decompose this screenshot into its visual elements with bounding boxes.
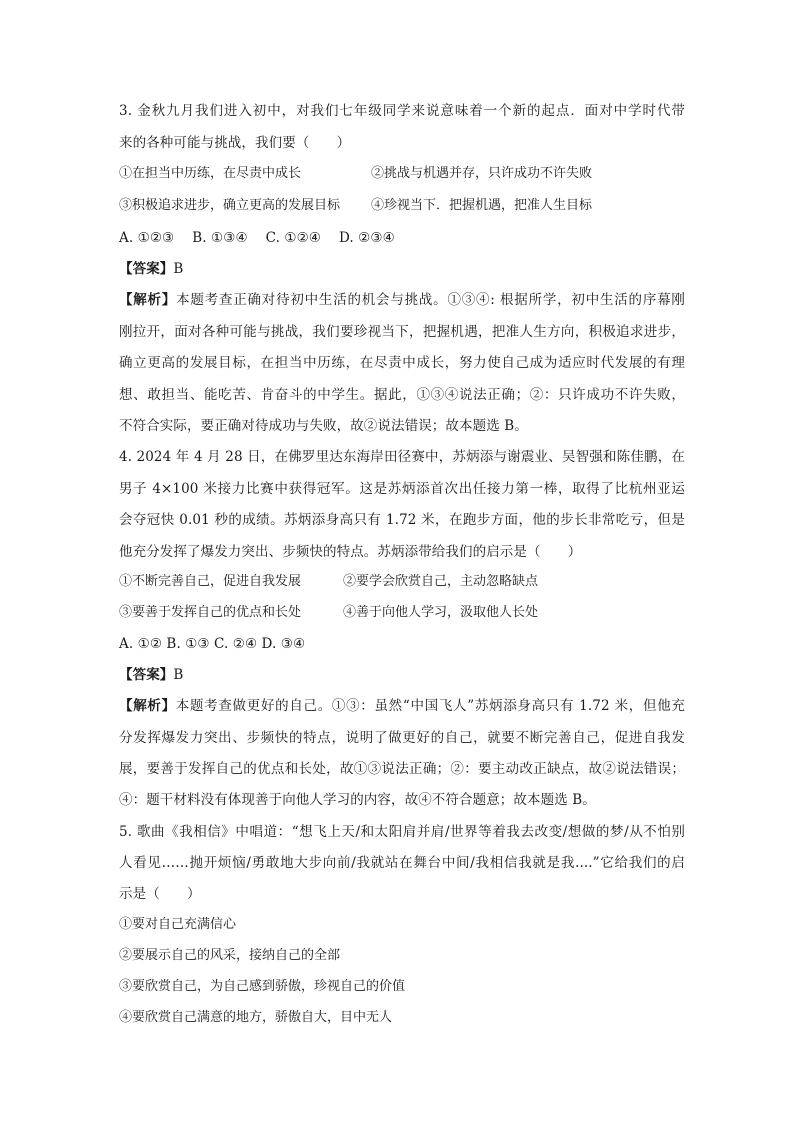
q4-stem-line-3: 会夺冠快 0.01 秒的成绩。苏炳添身高只有 1.72 米，在跑步方面，他的步长非常吃亏，但是	[119, 512, 685, 528]
q3-answer-tag: 【答案】	[119, 261, 174, 277]
q4-analysis-line-3: 展，要善于发挥自己的优点和长处，故①③说法正确；②：要主动改正缺点，故②说法错误；	[119, 761, 685, 777]
q4-stem-line-4: 他充分发挥了爆发力突出、步频快的特点。苏炳添带给我们的启示是（ ）	[119, 544, 582, 560]
q3-option-4: ④珍视当下．把握机遇，把准人生目标	[371, 198, 593, 213]
q4-option-4: ④善于向他人学习，汲取他人长处	[343, 605, 539, 620]
q4-choices: A. ①② B. ①③ C. ②④ D. ③④	[119, 636, 306, 652]
q3-analysis-line-2: 刚拉开，面对各种可能与挑战，我们要珍视当下，把握机遇，把准人生方向，积极追求进步，	[119, 324, 685, 340]
q3-analysis-line-3: 确立更高的发展目标，在担当中历练，在尽责中成长，努力使自己成为适应时代发展的有理	[119, 355, 685, 371]
q4-answer-tag: 【答案】	[119, 667, 174, 683]
q3-choices: A. ①②③ B. ①③④ C. ①②④ D. ②③④	[119, 230, 395, 246]
q3-answer-value: B	[173, 261, 184, 277]
q4-option-1: ①不断完善自己，促进自我发展	[119, 574, 302, 589]
q3-stem-line-2: 来的各种可能与挑战，我们要（ ）	[119, 135, 351, 151]
q5-stem-line-1: 5. 歌曲《我相信》中唱道：“想飞上天/和太阳肩并肩/世界等着我去改变/想做的梦/从不怕别	[119, 824, 685, 840]
q4-answer	[119, 665, 685, 685]
q5-stem-line-2: 人看见……抛开烦恼/勇敢地大步向前/我就站在舞台中间/我相信我就是我....”它给我们的启	[119, 855, 685, 871]
q3-option-2: ②挑战与机遇并存，只许成功不许失败	[371, 166, 593, 181]
q3-analysis-line-4: 想、敢担当、能吃苦、肯奋斗的中学生。据此，①③④说法正确；②：只许成功不许失败，	[119, 387, 685, 403]
q3-option-1: ①在担当中历练，在尽责中成长	[119, 166, 302, 181]
q5-option-4: ④要欣赏自己满意的地方，骄傲自大，目中无人	[119, 1010, 393, 1025]
q3-option-3: ③积极追求进步，确立更高的发展目标	[119, 198, 341, 213]
q4-analysis-tag: 【解析】	[119, 698, 176, 714]
q4-option-3: ③要善于发挥自己的优点和长处	[119, 605, 302, 620]
q3-analysis-text-1: 本题考查正确对待初中生活的机会与挑战。①③④: 根据所学，初中生活的序幕刚	[176, 292, 685, 308]
q3-analysis-tag: 【解析】	[119, 292, 177, 308]
q5-option-1: ①要对自己充满信心	[119, 917, 237, 932]
q5-option-3: ③要欣赏自己，为自己感到骄傲，珍视自己的价值	[119, 979, 406, 994]
q3-stem-line-1: 3. 金秋九月我们进入初中，对我们七年级同学来说意味着一个新的起点．面对中学时代带	[119, 103, 685, 119]
q4-stem-line-2: 男子 4×100 米接力比赛中获得冠军。这是苏炳添首次出任接力第一棒，取得了比杭州亚运	[119, 481, 685, 497]
q4-analysis-line-4: ④：题干材料没有体现善于向他人学习的内容，故④不符合题意；故本题选 B。	[119, 792, 596, 808]
q4-answer-value: B	[173, 667, 184, 683]
q4-analysis-line-2: 分发挥爆发力突出、步频快的特点，说明了做更好的自己，就要不断完善自己，促进自我发	[119, 730, 685, 746]
q4-analysis-text-1: 本题考查做更好的自己。①③：虽然“中国飞人”苏炳添身高只有 1.72 米，但他充	[175, 698, 685, 714]
q4-stem-line-1: 4. 2024 年 4 月 28 日，在佛罗里达东海岸田径赛中，苏炳添与谢震业、吴智强和陈佳鹏，在	[119, 449, 685, 465]
q3-answer	[119, 259, 685, 279]
q5-stem-line-3: 示是（ ）	[119, 886, 201, 902]
q5-option-2: ②要展示自己的风采，接纳自己的全部	[119, 948, 341, 963]
q3-analysis-line-5: 不符合实际，要正确对待成功与失败，故②说法错误；故本题选 B。	[119, 418, 528, 434]
q4-option-2: ②要学会欣赏自己，主动忽略缺点	[343, 574, 539, 589]
q4-analysis-line-1	[119, 696, 685, 716]
q3-analysis-line-1	[119, 290, 685, 310]
